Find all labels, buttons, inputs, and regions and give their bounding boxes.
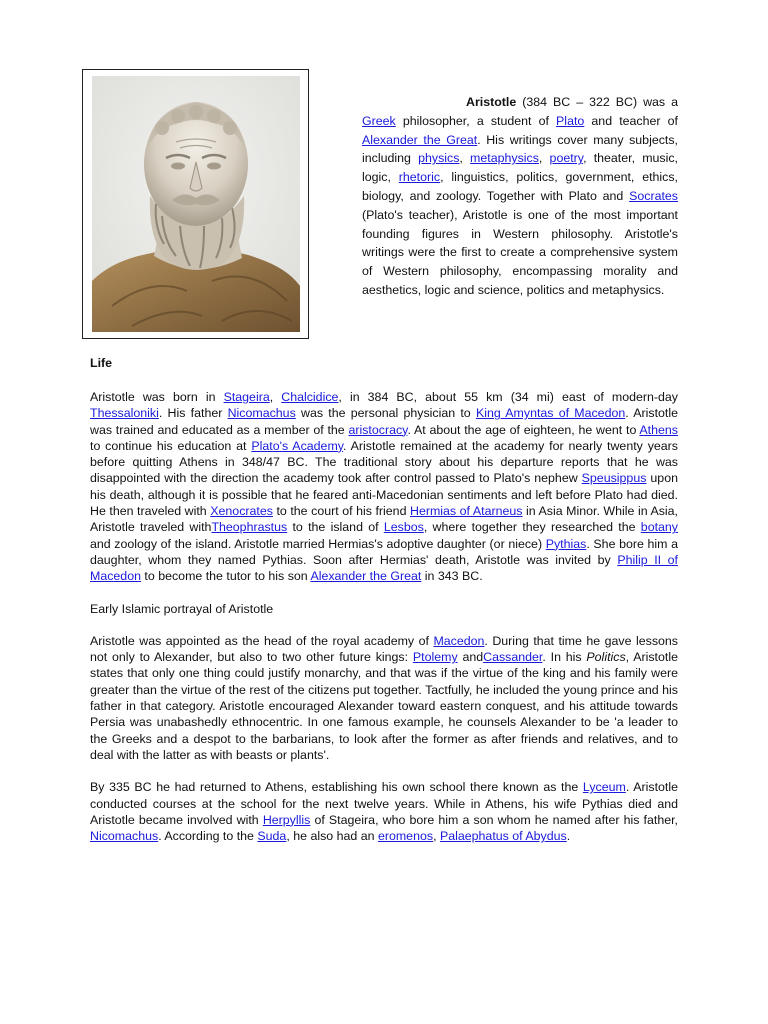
link-xenocrates[interactable]: Xenocrates <box>210 504 273 519</box>
link-thessaloniki[interactable]: Thessaloniki <box>90 406 159 421</box>
link-stageira[interactable]: Stageira <box>223 390 270 404</box>
link-plato[interactable]: Plato <box>556 113 585 128</box>
link-nicomachus-2[interactable]: Nicomachus <box>90 829 159 844</box>
link-alexander-the-great[interactable]: Alexander the Great <box>362 132 478 147</box>
link-eromenos[interactable]: eromenos <box>377 829 434 844</box>
link-king-amyntas[interactable]: King Amyntas of Macedon <box>475 406 626 421</box>
link-rhetoric[interactable]: rhetoric <box>398 170 441 185</box>
link-athens[interactable]: Athens <box>639 422 678 437</box>
link-metaphysics[interactable]: metaphysics <box>470 151 539 166</box>
link-palaephatus[interactable]: Palaephatus of Abydus <box>439 829 567 844</box>
subject-name: Aristotle <box>466 95 517 109</box>
link-alexander-the-great-2[interactable]: Alexander the Great <box>310 569 422 584</box>
link-socrates[interactable]: Socrates <box>629 188 678 203</box>
link-aristocracy[interactable]: aristocracy <box>348 422 408 437</box>
link-speusippus[interactable]: Speusippus <box>581 471 647 486</box>
link-nicomachus[interactable]: Nicomachus <box>227 406 296 421</box>
link-macedon[interactable]: Macedon <box>433 633 485 648</box>
link-ptolemy[interactable]: Ptolemy <box>412 650 458 665</box>
intro-paragraph: Aristotle (384 BC – 322 BC) was a Greek philosopher, a student of Plato and teacher of Alexander the Great. His writings cover many subjects, including physics, metaphysics, poetry, theater, music, logic, rhetoric, linguistics, politics, government, ethics, biology, and zoology. Together with Plato and Socrates (Plato's teacher), Aristotle is one of the most important founding figures in Western philosophy. Aristotle's writings were the first to create a comprehensive system of Western philosophy, encompassing morality and aesthetics, logic and science, politics and metaphysics. <box>362 95 679 297</box>
link-hermias[interactable]: Hermias of Atarneus <box>410 504 523 519</box>
aristotle-bust-image <box>92 76 300 332</box>
life-paragraph-1: Aristotle was born in Stageira, Chalcidice, in 384 BC, about 55 km (34 mi) east of modern-day Thessaloniki. His father Nicomachus was the personal physician to King Amyntas of Macedon. Aristotle was trained and educated as a member of the aristocracy. At about the age of eighteen, he went to Athens to continue his education at Plato's Academy. Aristotle remained at the academy for nearly twenty years before quitting Athens in 348/47 BC. The traditional story about his departure reports that he was disappointed with the direction the academy took after control passed to Plato's nephew Speusippus upon his death, although it is possible that he feared anti-Macedonian sentiments and left before Plato had died. He then traveled with Xenocrates to the court of his friend Hermias of Atarneus in Asia Minor. While in Asia, Aristotle traveled withTheophrastus to the island of Lesbos, where together they researched the botany and zoology of the island. Aristotle married Hermias's adoptive daughter (or niece) Pythias. She bore him a daughter, whom they named Pythias. Soon after Hermias' death, Aristotle was invited by Philip II of Macedon to become the tutor to his son Alexander the Great in 343 BC. <box>90 390 679 584</box>
politics-title: Politics <box>586 650 626 665</box>
link-philip-ii[interactable]: Philip II of Macedon <box>90 552 678 584</box>
link-pythias[interactable]: Pythias <box>545 536 587 551</box>
link-greek[interactable]: Greek <box>362 113 396 128</box>
link-chalcidice[interactable]: Chalcidice <box>281 390 339 404</box>
main-content <box>90 355 678 860</box>
link-suda[interactable]: Suda <box>257 829 287 844</box>
life-paragraph-2: Aristotle was appointed as the head of the royal academy of Macedon. During that time he gave lessons not only to Alexander, but also to two other future kings: Ptolemy andCassander. In his Politics, Aristotle states that only one thing could justify monarchy, and that was if the virtue of the king and his family were greater than the virtue of the rest of the citizens put together. Tactfully, he included the young prince and his father in that category. Aristotle encouraged Alexander toward eastern conquest, and his attitude towards Persia was unabashedly ethnocentric. In one famous example, he counsels Alexander to be 'a leader to the Greeks and a despot to the barbarians, to look after the former as after friends and relatives, and to deal with the latter as with beasts or plants'. <box>90 633 678 762</box>
life-paragraph-3: By 335 BC he had returned to Athens, establishing his own school there known as the Lyceum. Aristotle conducted courses at the school for the next twelve years. While in Athens, his wife Pythias died and Aristotle became involved with Herpyllis of Stageira, who bore him a son whom he named after his father, Nicomachus. According to the Suda, he also had an eromenos, Palaephatus of Abydus. <box>90 780 678 844</box>
link-theophrastus[interactable]: Theophrastus <box>211 520 288 535</box>
link-cassander[interactable]: Cassander <box>483 650 543 665</box>
link-lesbos[interactable]: Lesbos <box>383 520 424 535</box>
link-herpyllis[interactable]: Herpyllis <box>262 812 311 827</box>
link-physics[interactable]: physics <box>418 151 460 166</box>
link-botany[interactable]: botany <box>640 520 678 535</box>
image-caption: Early Islamic portrayal of Aristotle <box>90 601 274 616</box>
link-platos-academy[interactable]: Plato's Academy <box>251 438 344 453</box>
section-heading-life: Life <box>90 356 113 370</box>
portrait-frame <box>82 69 309 339</box>
link-poetry[interactable]: poetry <box>549 151 584 166</box>
link-lyceum[interactable]: Lyceum <box>582 780 626 795</box>
